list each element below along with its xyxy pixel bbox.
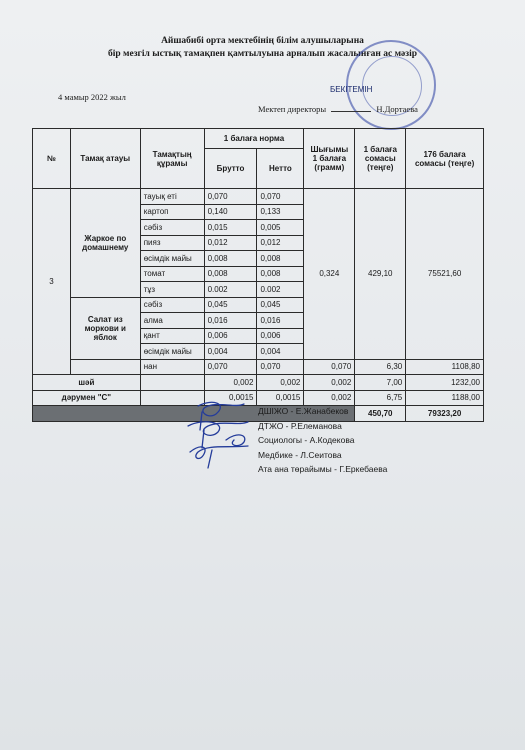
yield-value: 0,002 (304, 390, 355, 406)
ingredient-name: тауық еті (140, 189, 204, 205)
header-composition: Тамақтың құрамы (140, 129, 204, 189)
ingredient-name: өсімдік майы (140, 344, 204, 360)
ingredient-name: алма (140, 313, 204, 329)
cost-176-value: 1108,80 (406, 359, 484, 375)
cost-per-child-value: 6,75 (355, 390, 406, 406)
netto-value: 0.002 (257, 282, 304, 298)
brutto-value: 0,140 (204, 204, 257, 220)
header-norm-group: 1 балаға норма (204, 129, 304, 149)
director-line (258, 104, 418, 114)
total-cost-per-child: 450,70 (355, 406, 406, 422)
director-name: Н.Дортаева (376, 104, 418, 114)
header-cost-per-child: 1 балаға сомасы (теңге) (355, 129, 406, 189)
ingredient-name: өсімдік майы (140, 251, 204, 267)
brutto-value: 0,008 (204, 251, 257, 267)
brutto-value: 0,008 (204, 266, 257, 282)
header-number: № (33, 129, 71, 189)
header-brutto: Брутто (204, 149, 257, 189)
netto-value: 0,012 (257, 235, 304, 251)
signer-line: Социологы - А.Кодекова (258, 435, 355, 445)
brutto-value: 0,070 (204, 189, 257, 205)
brutto-value: 0,045 (204, 297, 257, 313)
yield-value: 0,002 (304, 375, 355, 391)
table-row (33, 189, 484, 205)
dish-name (70, 359, 140, 375)
netto-value: 0,005 (257, 220, 304, 236)
netto-value: 0,045 (257, 297, 304, 313)
brutto-value: 0,012 (204, 235, 257, 251)
director-signature-line (331, 111, 371, 112)
combined-cost-176: 75521,60 (406, 189, 484, 360)
document-title-line1: Айшабибі орта мектебінің білім алушыларына (161, 36, 364, 46)
netto-value: 0,008 (257, 251, 304, 267)
yield-value: 0,070 (304, 359, 355, 375)
menu-table (32, 128, 484, 422)
brutto-value: 0,016 (204, 313, 257, 329)
header-cost-176: 176 балаға сомасы (теңге) (406, 129, 484, 189)
netto-value: 0,004 (257, 344, 304, 360)
ingredient-name: пияз (140, 235, 204, 251)
cost-per-child-value: 7,00 (355, 375, 406, 391)
netto-value: 0,006 (257, 328, 304, 344)
netto-value: 0,133 (257, 204, 304, 220)
signer-line: Медбике - Л.Сеитова (258, 449, 342, 460)
director-label: Мектеп директоры (258, 104, 327, 114)
table-row (33, 359, 484, 375)
cost-per-child-value: 6,30 (355, 359, 406, 375)
combined-yield: 0,324 (304, 189, 355, 360)
ingredient-name: томат (140, 266, 204, 282)
signers-list (258, 404, 387, 477)
cost-176-value: 1188,00 (406, 390, 484, 406)
brutto-value: 0,070 (204, 359, 257, 375)
brutto-value: 0,002 (204, 375, 257, 391)
ingredient-name: сәбіз (140, 220, 204, 236)
header-dish-name: Тамақ атауы (70, 129, 140, 189)
row-number: 3 (33, 189, 71, 375)
ingredient-name (140, 375, 204, 391)
header-yield: Шығымы 1 балаға (грамм) (304, 129, 355, 189)
netto-value: 0,002 (257, 375, 304, 391)
signer-line: ДШІЖО - Е.Жанабеков (258, 406, 349, 416)
netto-value: 0,008 (257, 266, 304, 282)
dish-name: шәй (33, 375, 141, 391)
brutto-value: 0,006 (204, 328, 257, 344)
cost-176-value: 1232,00 (406, 375, 484, 391)
combined-cost-per-child: 429,10 (355, 189, 406, 360)
brutto-value: 0,015 (204, 220, 257, 236)
signer-line: Ата ана төрайымы - Г.Еркебаева (258, 464, 388, 474)
table-row (33, 375, 484, 391)
ingredient-name: сәбіз (140, 297, 204, 313)
signer-line: ДТЖО - Р.Елеманова (258, 420, 342, 431)
approval-stamp-text: БЕКІТЕМІН (330, 85, 373, 94)
document-title-line2: бір мезгіл ыстық тамақпен қамтылуына арналып жасалынған ас мәзір (108, 49, 417, 59)
table-header-row (33, 129, 484, 149)
total-cost-176: 79323,20 (406, 406, 484, 422)
header-netto: Нетто (257, 149, 304, 189)
ingredient-name: нан (140, 359, 204, 375)
netto-value: 0,070 (257, 359, 304, 375)
ingredient-name: картоп (140, 204, 204, 220)
handwritten-signatures (178, 396, 268, 476)
dish-name: Жаркое по домашнему (70, 189, 140, 298)
document-date: 4 мамыр 2022 жыл (58, 92, 126, 102)
dish-name: дәрумен "С" (33, 390, 141, 406)
brutto-value: 0,004 (204, 344, 257, 360)
netto-value: 0,070 (257, 189, 304, 205)
ingredient-name: тұз (140, 282, 204, 298)
brutto-value: 0.002 (204, 282, 257, 298)
netto-value: 0,016 (257, 313, 304, 329)
dish-name: Салат из моркови и яблок (70, 297, 140, 359)
netto-value: 0,0015 (257, 390, 304, 406)
ingredient-name: қант (140, 328, 204, 344)
brutto-value: 0,0015 (204, 390, 257, 406)
